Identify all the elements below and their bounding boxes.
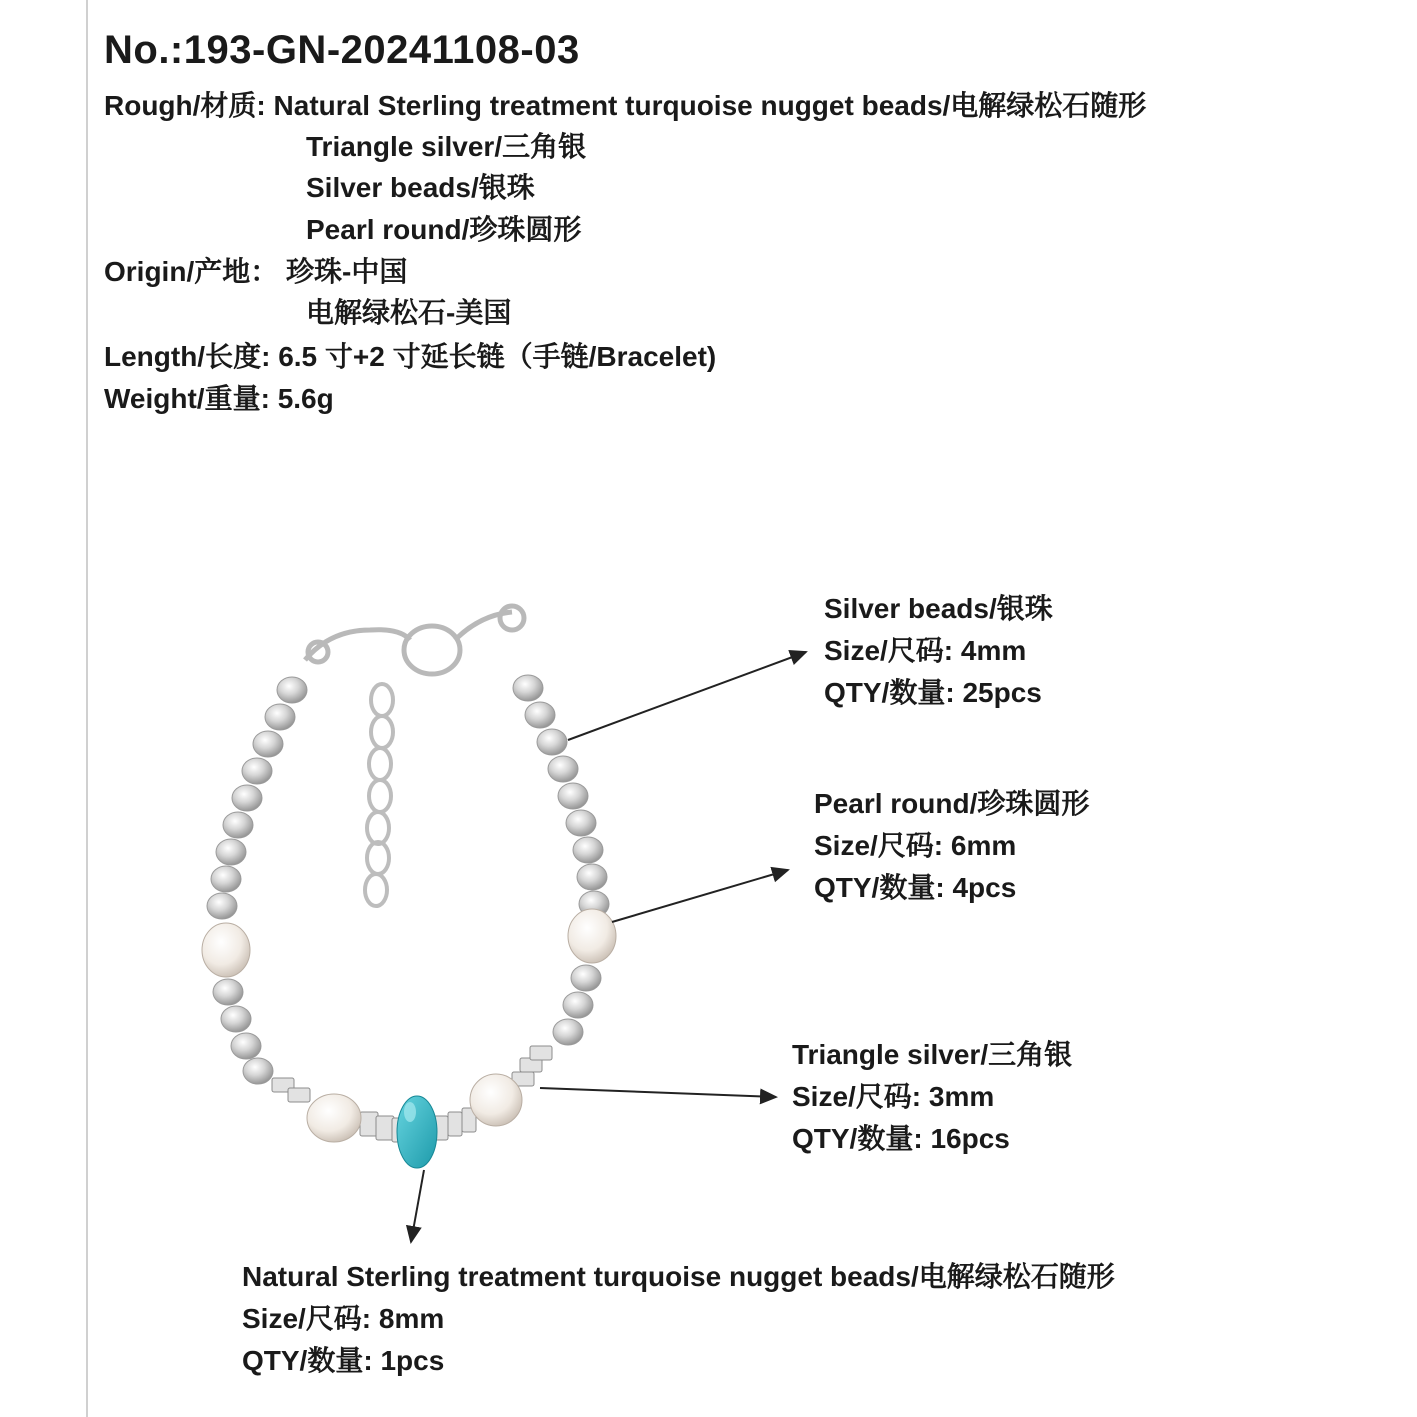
- callout-qty: QTY/数量: 25pcs: [824, 677, 1042, 708]
- weight-value: 5.6g: [277, 383, 334, 414]
- turquoise-nugget: [397, 1096, 437, 1168]
- origin-label: Origin/产地：: [104, 256, 279, 287]
- arrow-triangle-silver: [540, 1088, 776, 1097]
- callout-qty: QTY/数量: 1pcs: [242, 1345, 445, 1376]
- origin-item: 电解绿松石-美国: [306, 297, 512, 328]
- callout-pearl-round: [814, 783, 1089, 909]
- product-number: No.:193-GN-20241108-03: [104, 28, 580, 72]
- arrow-turquoise: [411, 1170, 424, 1242]
- rough-label: Rough/材质:: [104, 90, 266, 121]
- callout-qty: QTY/数量: 4pcs: [814, 872, 1017, 903]
- callout-name: Pearl round/珍珠圆形: [814, 788, 1090, 819]
- arrow-silver-beads: [568, 652, 806, 740]
- rough-item: Pearl round/珍珠圆形: [306, 214, 582, 245]
- extension-chain: [365, 684, 393, 906]
- callout-name: Silver beads/银珠: [824, 593, 1053, 624]
- arrow-pearl-round: [612, 870, 788, 922]
- callout-size: Size/尺码: 8mm: [242, 1303, 445, 1334]
- rough-item: Natural Sterling treatment turquoise nugget beads/电解绿松石随形: [273, 90, 1147, 121]
- length-label: Length/长度:: [104, 341, 271, 372]
- callout-size: Size/尺码: 4mm: [824, 635, 1027, 666]
- callout-silver-beads: [824, 588, 1053, 714]
- rough-item: Triangle silver/三角银: [306, 131, 587, 162]
- length-value: 6.5 寸+2 寸延长链（手链/Bracelet): [278, 341, 717, 372]
- callout-qty: QTY/数量: 16pcs: [792, 1123, 1010, 1154]
- callout-turquoise: [242, 1256, 1115, 1382]
- lobster-clasp: [305, 606, 524, 674]
- origin-item: 珍珠-中国: [286, 256, 408, 287]
- callout-name: Triangle silver/三角银: [792, 1039, 1073, 1070]
- rough-item: Silver beads/银珠: [306, 172, 535, 203]
- callout-name: Natural Sterling treatment turquoise nugget beads/电解绿松石随形: [242, 1261, 1115, 1292]
- callout-triangle-silver: [792, 1034, 1072, 1160]
- silver-beads-left: [207, 677, 307, 1084]
- weight-label: Weight/重量:: [104, 383, 270, 414]
- callout-size: Size/尺码: 6mm: [814, 830, 1017, 861]
- callout-size: Size/尺码: 3mm: [792, 1081, 995, 1112]
